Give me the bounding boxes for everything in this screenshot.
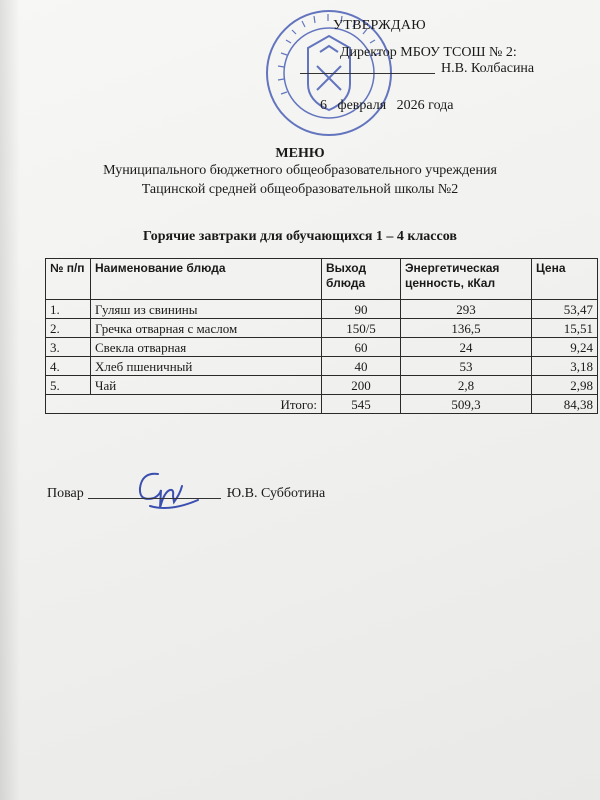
row-dish-name: Хлеб пшеничный [91, 357, 322, 376]
document-title: МЕНЮ [275, 146, 325, 161]
row-num: 5. [46, 376, 91, 395]
cook-signature-blank [88, 498, 221, 499]
total-label: Итого: [46, 395, 322, 414]
menu-table [45, 258, 598, 414]
row-energy: 2,8 [401, 376, 532, 395]
row-num: 1. [46, 300, 91, 319]
total-output: 545 [322, 395, 401, 414]
column-header-energy: Энергетическая ценность, кКал [401, 259, 532, 300]
total-energy: 509,3 [401, 395, 532, 414]
row-price: 9,24 [532, 338, 598, 357]
table-row [46, 319, 598, 338]
table-row [46, 357, 598, 376]
column-header-num: № п/п [46, 259, 91, 300]
row-price: 3,18 [532, 357, 598, 376]
table-row [46, 338, 598, 357]
menu-subtitle: Горячие завтраки для обучающихся 1 – 4 классов [143, 229, 457, 244]
row-dish-name: Свекла отварная [91, 338, 322, 357]
row-num: 2. [46, 319, 91, 338]
approval-date [320, 97, 454, 114]
approval-signature-line [300, 60, 534, 77]
row-energy: 24 [401, 338, 532, 357]
cook-signature-row [47, 485, 325, 503]
column-header-price: Цена [532, 259, 598, 300]
row-price: 53,47 [532, 300, 598, 319]
table-row [46, 376, 598, 395]
table-total-row [46, 395, 598, 414]
column-header-output: Выход блюда [322, 259, 401, 300]
row-dish-name: Гречка отварная с маслом [91, 319, 322, 338]
row-energy: 53 [401, 357, 532, 376]
signature-blank [300, 73, 435, 74]
organization-line-2: Тацинской средней общеобразовательной школы №2 [141, 182, 459, 197]
row-output: 90 [322, 300, 401, 319]
row-price: 2,98 [532, 376, 598, 395]
table-row [46, 300, 598, 319]
row-dish-name: Чай [91, 376, 322, 395]
row-dish-name: Гуляш из свинины [91, 300, 322, 319]
organization-line-1: Муниципального бюджетного общеобразовательного учреждения [103, 163, 497, 178]
row-output: 150/5 [322, 319, 401, 338]
row-price: 15,51 [532, 319, 598, 338]
cook-name: Ю.В. Субботина [226, 486, 326, 501]
date-day: 6 [320, 98, 327, 113]
date-year: 2026 года [396, 98, 454, 113]
cook-role: Повар [47, 486, 84, 501]
page-shadow [0, 0, 20, 800]
approval-position: Директор МБОУ ТСОШ № 2: [340, 45, 517, 60]
approval-name: Н.В. Колбасина [441, 61, 535, 76]
row-energy: 136,5 [401, 319, 532, 338]
table-header-row [46, 259, 598, 300]
row-output: 60 [322, 338, 401, 357]
date-month: февраля [337, 98, 387, 113]
row-energy: 293 [401, 300, 532, 319]
row-output: 200 [322, 376, 401, 395]
row-output: 40 [322, 357, 401, 376]
row-num: 3. [46, 338, 91, 357]
column-header-name: Наименование блюда [91, 259, 322, 300]
row-num: 4. [46, 357, 91, 376]
approval-title: УТВЕРЖДАЮ [333, 18, 426, 33]
total-price: 84,38 [532, 395, 598, 414]
